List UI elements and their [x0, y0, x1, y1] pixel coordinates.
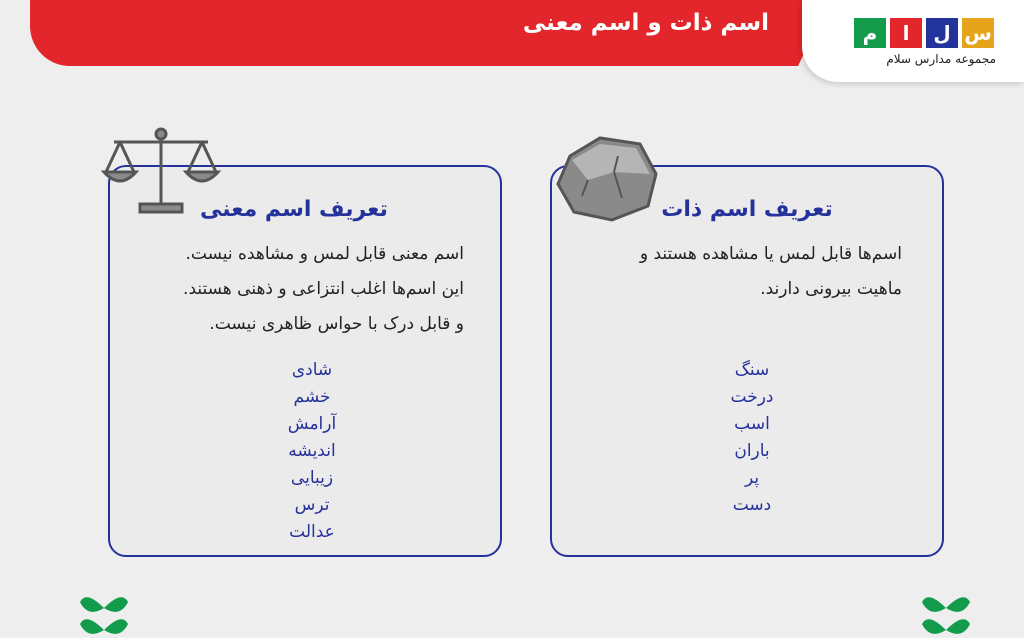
card-definition — [582, 237, 902, 307]
list-item: پر — [744, 468, 760, 488]
example-list — [712, 357, 792, 519]
leaf-icon — [920, 588, 972, 638]
list-item: خشم — [293, 387, 331, 407]
logo-letter-2: ل — [926, 18, 958, 48]
list-item: عدالت — [289, 522, 335, 542]
list-item: سنگ — [734, 360, 770, 380]
logo-letter-3: ا — [890, 18, 922, 48]
definition-line: و قابل درک با حواس ظاهری نیست. — [209, 314, 464, 334]
list-item: باران — [734, 441, 770, 461]
card-definition — [124, 237, 464, 342]
definition-line: ماهیت بیرونی دارند. — [760, 279, 902, 299]
page-title: اسم ذات و اسم معنی — [522, 10, 769, 36]
card-title: تعریف اسم ذات — [661, 197, 833, 222]
definition-line: این اسم‌ها اغلب انتزاعی و ذهنی هستند. — [183, 279, 464, 299]
example-list — [272, 357, 352, 546]
list-item: اندیشه — [288, 441, 336, 461]
list-item: شادی — [291, 360, 333, 380]
list-item: دست — [732, 495, 772, 515]
card-abstract-noun — [108, 165, 502, 557]
definition-line: اسم‌ها قابل لمس یا مشاهده هستند و — [639, 244, 902, 264]
logo-text: مجموعه مدارس سلام — [886, 52, 996, 66]
leaf-icon — [78, 588, 130, 638]
list-item: درخت — [730, 387, 774, 407]
definition-line: اسم معنی قابل لمس و مشاهده نیست. — [185, 244, 464, 264]
logo-letters — [854, 18, 994, 48]
scales-icon — [100, 124, 222, 220]
list-item: زیبایی — [290, 468, 334, 488]
rock-icon — [552, 126, 662, 226]
list-item: آرامش — [287, 414, 337, 434]
list-item: ترس — [294, 495, 330, 515]
card-title: تعریف اسم معنی — [200, 197, 388, 222]
list-item: اسب — [734, 414, 770, 434]
logo-letter-4: م — [854, 18, 886, 48]
logo-letter-1: س — [962, 18, 994, 48]
logo — [802, 0, 1024, 82]
